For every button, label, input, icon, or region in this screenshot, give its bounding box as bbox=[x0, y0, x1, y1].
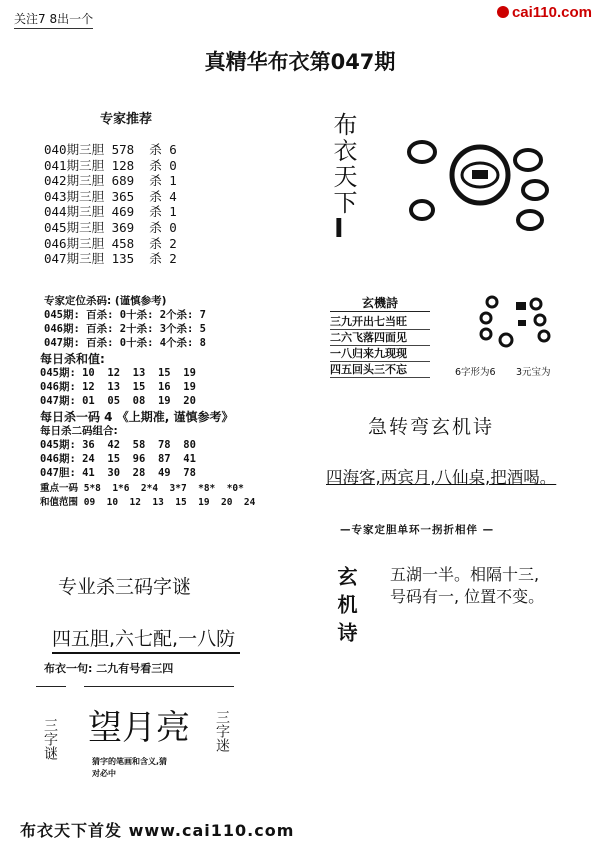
zhongdian-row: 重点一码 5*8 1*6 2*4 3*7 *8* *0* bbox=[40, 483, 244, 494]
poem-line: 二六飞落四面见 bbox=[330, 330, 430, 346]
list-item: 047期: 01 05 08 19 20 bbox=[40, 395, 196, 407]
list-item: 046期: 24 15 96 87 41 bbox=[40, 453, 196, 465]
buyi-tail: I bbox=[334, 214, 344, 244]
list-item: 044期三胆 469 杀 1 bbox=[44, 204, 177, 220]
list-item: 045期: 36 42 58 78 80 bbox=[40, 439, 196, 451]
buyi-vertical: 布衣天下 bbox=[329, 112, 357, 216]
zimi-title: 专业杀三码字谜 bbox=[58, 576, 192, 598]
dingdan-header: —专家定胆单环一拐折相伴 — bbox=[340, 524, 495, 536]
list-item: 041期三胆 128 杀 0 bbox=[44, 157, 177, 173]
list-item: 042期三胆 689 杀 1 bbox=[44, 173, 177, 189]
xuanji-poem bbox=[330, 296, 430, 378]
ring-graphic-icon bbox=[400, 130, 560, 240]
yima-title: 每日杀一码 4 《上期准, 谨慎参考》 bbox=[40, 410, 234, 424]
zimi-hint-2: 对必中 bbox=[92, 769, 116, 778]
zimi-word: 望月亮 bbox=[88, 708, 190, 748]
divider bbox=[84, 686, 234, 687]
dingdan-lines bbox=[390, 564, 544, 608]
expert-title: 专家推荐 bbox=[100, 112, 153, 127]
jizhuan-line: 四海客,两宾月,八仙桌,把酒喝。 bbox=[326, 468, 557, 487]
list-item: 045期: 10 12 13 15 19 bbox=[40, 367, 196, 379]
page-title: 真精华布衣第047期 bbox=[204, 50, 396, 74]
list-item: 046期三胆 458 杀 2 bbox=[44, 235, 177, 251]
xuanji-title: 玄機詩 bbox=[330, 296, 430, 312]
hezhi-range-row: 和值范围 09 10 12 13 15 19 20 24 bbox=[40, 497, 256, 508]
list-item: 043期三胆 365 杀 4 bbox=[44, 188, 177, 204]
brand-logo[interactable]: cai110.com bbox=[497, 4, 592, 21]
shape-note-right: 3元宝为 bbox=[516, 367, 551, 378]
zimi-left-vertical: 三字谜 bbox=[42, 718, 58, 760]
list-item: 047期三胆 135 杀 2 bbox=[44, 251, 177, 267]
brand-dot-icon bbox=[497, 6, 509, 18]
list-item: 046期: 百杀: 2十杀: 3个杀: 5 bbox=[44, 323, 207, 335]
dingwei-title: 专家定位杀码: (谨慎参考) bbox=[44, 295, 167, 307]
list-item: 046期: 12 13 15 16 19 bbox=[40, 381, 196, 393]
divider bbox=[36, 686, 66, 687]
list-item: 040期三胆 578 杀 6 bbox=[44, 142, 177, 157]
zimi-right-vertical: 三字迷 bbox=[214, 710, 230, 752]
footer-text: 布衣天下首发 www.cai110.com bbox=[20, 821, 295, 840]
poem-line: 四五回头三不忘 bbox=[330, 362, 430, 378]
expert-list bbox=[44, 142, 177, 267]
shape-note-left: 6字形为6 bbox=[455, 367, 496, 378]
top-note: 关注7 8出一个 bbox=[14, 10, 93, 29]
yima-subtitle: 每日杀二码组合: bbox=[40, 425, 118, 437]
zimi-hint-1: 猜字的笔画和含义,猜 bbox=[92, 757, 168, 766]
jizhuan-title: 急转弯玄机诗 bbox=[368, 416, 495, 438]
zimi-buyi: 布衣一句: 二九有号看三四 bbox=[44, 662, 174, 675]
zimi-divider bbox=[52, 652, 240, 654]
shape-puzzle-icon bbox=[472, 292, 562, 362]
poem-line: 号码有一, 位置不变。 bbox=[390, 587, 545, 606]
list-item: 045期: 百杀: 0十杀: 2个杀: 7 bbox=[44, 309, 207, 321]
poem-line: 一八归来九现现 bbox=[330, 346, 430, 362]
zimi-answer: 四五胆,六七配,一八防 bbox=[52, 628, 236, 650]
hezhi-section bbox=[40, 352, 196, 408]
dingdan-vertical: 玄机诗 bbox=[334, 566, 358, 650]
hezhi-title: 每日杀和值: bbox=[40, 352, 105, 366]
list-item: 047胆: 41 30 28 49 78 bbox=[40, 467, 196, 479]
list-item: 045期三胆 369 杀 0 bbox=[44, 219, 177, 235]
list-item: 047期: 百杀: 0十杀: 4个杀: 8 bbox=[44, 337, 207, 349]
dingwei-section bbox=[44, 294, 206, 350]
poem-line: 五湖一半。相隔十三, bbox=[390, 565, 540, 584]
poem-line: 三九开出七当旺 bbox=[330, 314, 430, 330]
